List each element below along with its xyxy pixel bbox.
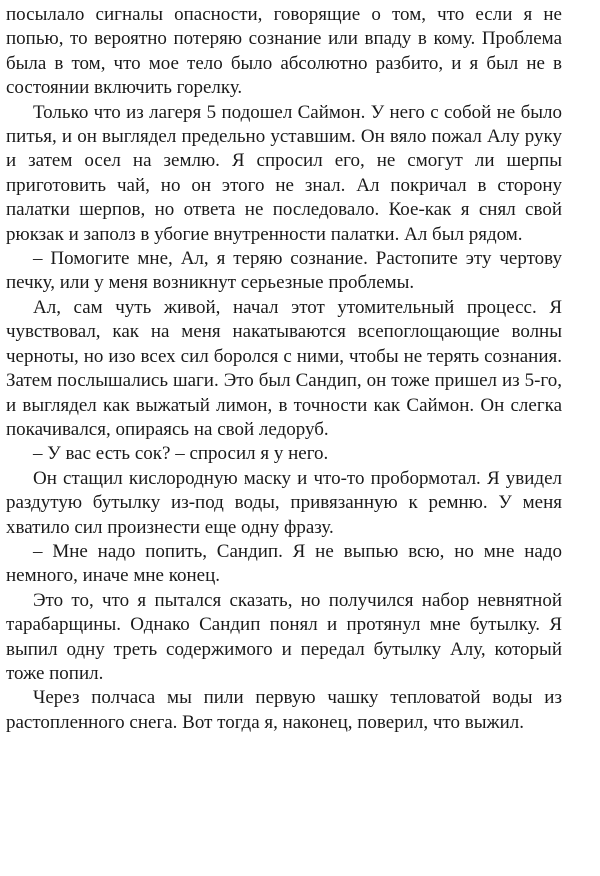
paragraph-7: – Мне надо попить, Сандип. Я не выпью всю, но мне надо немного, иначе мне конец. [6, 540, 562, 587]
paragraph-3: – Помогите мне, Ал, я теряю сознание. Растопите эту чертову печку, или у меня возникнут серьезные проблемы. [6, 248, 562, 294]
paragraph-1: посылало сигналы опасности, говорящие о том, что если я не попью, то вероятно потеряю сознание или впаду в кому. Проблема была в том, что мое тело было абсолютно разбито, и я был не в состоянии включить горелку. [6, 4, 562, 99]
paragraph-2: Только что из лагеря 5 подошел Саймон. У него с собой не было питья, и он выглядел предельно уставшим. Он вяло пожал Алу руку и затем осел на землю. Я спросил его, не смогут ли шерпы приготовить чай, но он этого не знал. Ал покричал в сторону палатки шерпов, но ответа не последовало. Кое-как я снял свой рюкзак и заполз в убогие внутренности палатки. Ал был рядом. [6, 101, 562, 245]
paragraph-6: Он стащил кислородную маску и что-то пробормотал. Я увидел раздутую бутылку из-под воды, привязанную к ремню. У меня хватило сил произнести еще одну фразу. [6, 467, 562, 538]
paragraph-5: – У вас есть сок? – спросил я у него. [33, 443, 329, 465]
paragraph-8: Это то, что я пытался сказать, но получился набор невнятной тарабарщины. Однако Сандип понял и протянул мне бутылку. Я выпил одну треть содержимого и передал бутылку Алу, который тоже попил. [6, 589, 562, 684]
book-page [6, 3, 562, 735]
paragraph-9: Через полчаса мы пили первую чашку тепловатой воды из растопленного снега. Вот тогда я, наконец, поверил, что выжил. [6, 687, 562, 733]
paragraph-4: Ал, сам чуть живой, начал этот утомительный процесс. Я чувствовал, как на меня накатываются всепоглощающие волны черноты, но изо всех сил боролся с ними, чтобы не терять сознания. Затем послышались шаги. Это был Сандип, он тоже пришел из 5-го, и выглядел как выжатый лимон, в точности как Саймон. Он слегка покачивался, опираясь на свой ледоруб. [6, 296, 562, 440]
